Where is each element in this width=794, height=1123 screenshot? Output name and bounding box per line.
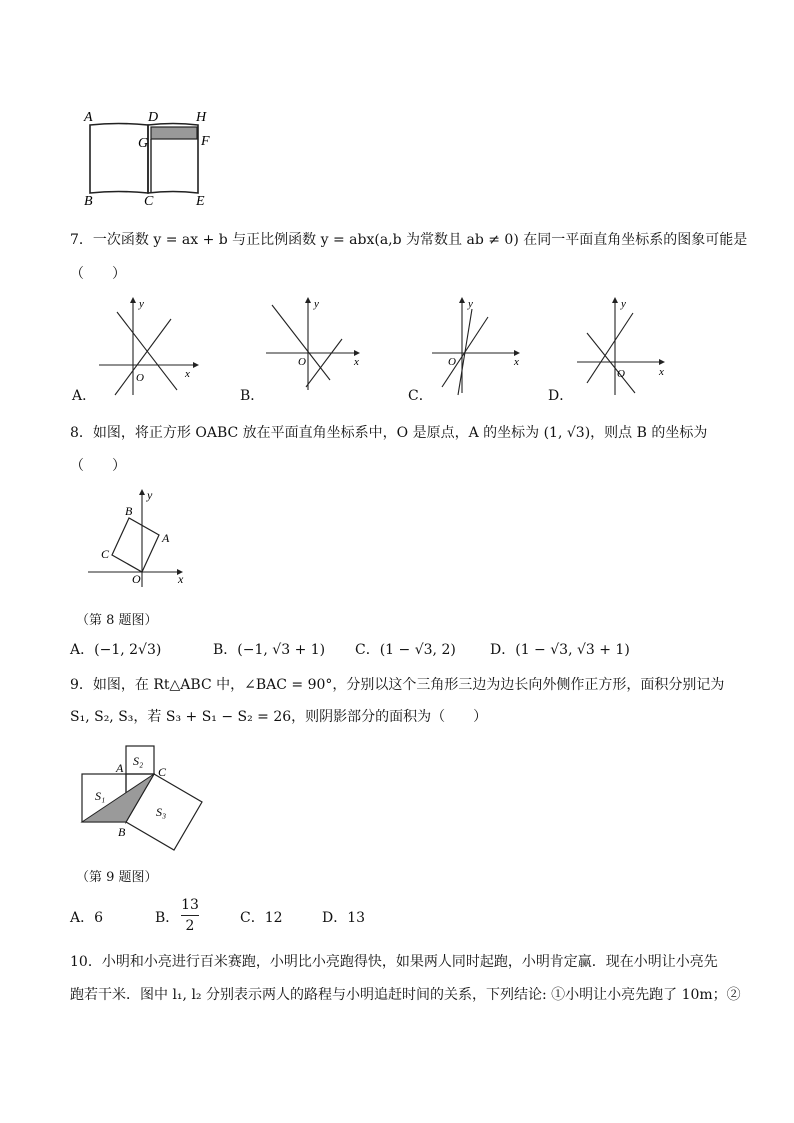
q9-option-a[interactable]: A．6 bbox=[70, 910, 104, 926]
label-y: y bbox=[147, 488, 153, 502]
q7-answer-blank: （ ） bbox=[70, 266, 126, 282]
q8-caption: （第 8 题图） bbox=[76, 613, 158, 628]
svg-text:y: y bbox=[139, 298, 144, 310]
label-A: A bbox=[162, 531, 170, 545]
q7-graph-b bbox=[262, 295, 367, 400]
label-C: C bbox=[101, 547, 110, 561]
label-D: D bbox=[148, 110, 159, 125]
svg-text:x: x bbox=[354, 356, 359, 368]
label-S3: S₃ bbox=[156, 805, 167, 819]
q7-graph-c bbox=[428, 295, 533, 400]
q7-graph-d bbox=[573, 295, 678, 400]
label-x: x bbox=[178, 572, 184, 586]
q9-option-b[interactable]: B． bbox=[155, 910, 180, 926]
q9-option-b-fraction: 13 2 bbox=[181, 897, 199, 934]
label-H: H bbox=[196, 110, 207, 125]
q10-stem-line2: 跑若干米．图中 l₁, l₂ 分别表示两人的路程与小明追赶时间的关系，下列结论: ①小明让小亮先跑了 10m；② bbox=[70, 987, 741, 1003]
q9-stem-line2: S₁, S₂, S₃，若 S₃ + S₁ − S₂ = 26，则阴影部分的面积为（ ） bbox=[70, 709, 488, 725]
label-S2: S₂ bbox=[133, 754, 144, 768]
figure-q8 bbox=[85, 485, 195, 590]
label-A: A bbox=[84, 110, 93, 125]
q9-caption: （第 9 题图） bbox=[76, 870, 158, 885]
label-S1: S₁ bbox=[95, 789, 106, 803]
q7-stem: 7．一次函数 y = ax + b 与正比例函数 y = abx(a,b 为常数且 ab ≠ 0) 在同一平面直角坐标系的图象可能是 bbox=[70, 232, 748, 248]
q8-answer-blank: （ ） bbox=[70, 458, 126, 474]
svg-text:x: x bbox=[659, 366, 664, 378]
q7-option-a[interactable]: A． bbox=[72, 388, 97, 404]
svg-text:y: y bbox=[314, 298, 319, 310]
figure-q6 bbox=[78, 105, 218, 210]
q10-stem-line1: 10．小明和小亮进行百米赛跑，小明比小亮跑得快，如果两人同时起跑，小明肯定赢．现在小明让小亮先 bbox=[70, 954, 718, 970]
svg-text:O: O bbox=[298, 356, 306, 368]
svg-text:x: x bbox=[514, 356, 519, 368]
svg-text:y: y bbox=[621, 298, 626, 310]
q7-option-b[interactable]: B． bbox=[240, 388, 265, 404]
label-B: B bbox=[118, 825, 126, 839]
label-C: C bbox=[144, 194, 154, 209]
q7-graph-a bbox=[95, 295, 200, 400]
svg-text:y: y bbox=[468, 298, 473, 310]
q7-option-d[interactable]: D． bbox=[548, 388, 574, 404]
svg-text:O: O bbox=[448, 356, 456, 368]
q9-stem-line1: 9．如图，在 Rt△ABC 中，∠BAC = 90°，分别以这个三角形三边为边长向外侧作正方形，面积分别记为 bbox=[70, 677, 725, 693]
q7-option-c[interactable]: C． bbox=[408, 388, 433, 404]
q9-option-d[interactable]: D．13 bbox=[322, 910, 366, 926]
label-B: B bbox=[125, 504, 133, 518]
label-O: O bbox=[132, 572, 141, 586]
label-C: C bbox=[158, 765, 167, 779]
q8-option-d[interactable]: D．(1 − √3, √3 + 1) bbox=[490, 642, 630, 658]
label-G: G bbox=[138, 136, 149, 151]
figure-q9 bbox=[78, 742, 208, 862]
label-F: F bbox=[201, 134, 210, 149]
label-E: E bbox=[196, 194, 205, 209]
svg-text:O: O bbox=[617, 368, 625, 380]
label-A: A bbox=[116, 761, 124, 775]
label-B: B bbox=[84, 194, 93, 209]
svg-text:x: x bbox=[185, 368, 190, 380]
q9-option-c[interactable]: C．12 bbox=[240, 910, 283, 926]
q8-option-c[interactable]: C．(1 − √3, 2) bbox=[355, 642, 456, 658]
q8-option-a[interactable]: A．(−1, 2√3) bbox=[70, 642, 162, 658]
svg-text:O: O bbox=[136, 372, 144, 384]
q8-stem: 8．如图，将正方形 OABC 放在平面直角坐标系中，O 是原点，A 的坐标为 (1, √3)，则点 B 的坐标为 bbox=[70, 425, 708, 441]
q8-option-b[interactable]: B．(−1, √3 + 1) bbox=[213, 642, 326, 658]
